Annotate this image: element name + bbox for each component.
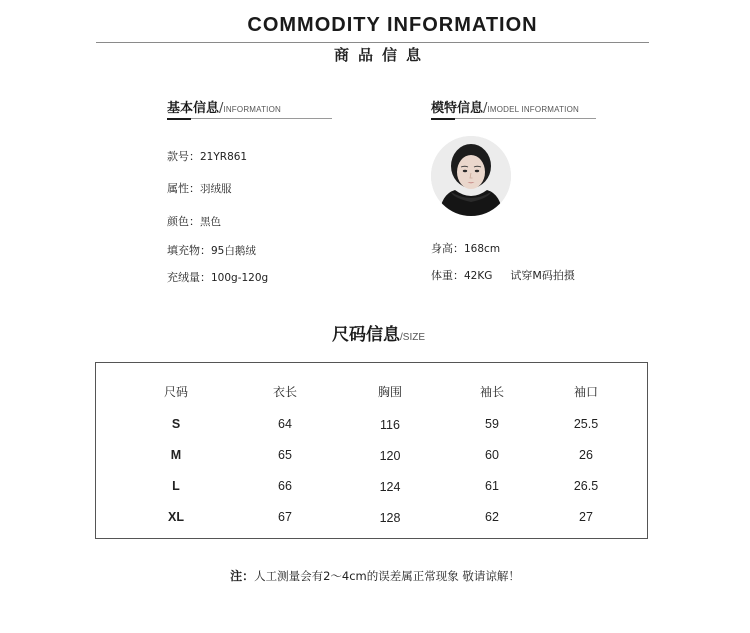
table-cell: 66 bbox=[278, 479, 292, 493]
size-info-title-en: /SIZE bbox=[400, 332, 426, 343]
table-cell: 26 bbox=[579, 448, 593, 462]
info-label: 填充物： bbox=[167, 244, 211, 257]
info-row-color bbox=[167, 213, 221, 229]
table-header-length: 衣长 bbox=[272, 385, 297, 399]
model-info-slash: / bbox=[483, 101, 488, 116]
model-weight-label: 体重： bbox=[431, 269, 464, 282]
table-cell: 124 bbox=[379, 480, 401, 494]
info-row-style-number bbox=[167, 148, 247, 164]
measurement-note bbox=[0, 567, 750, 584]
model-info-title-en: IMODEL INFORMATION bbox=[487, 105, 580, 114]
table-header-size: 尺码 bbox=[163, 385, 188, 399]
heading-accent bbox=[167, 118, 191, 120]
model-weight-value: 42KG bbox=[464, 270, 493, 282]
table-header-cuff: 袖口 bbox=[573, 385, 598, 399]
model-height-label: 身高： bbox=[431, 242, 464, 255]
table-cell-size: L bbox=[172, 479, 180, 493]
size-info-title: 尺码信息 bbox=[332, 325, 400, 345]
table-cell: 67 bbox=[278, 510, 292, 524]
model-info-heading bbox=[431, 97, 596, 119]
table-cell-size: M bbox=[170, 448, 182, 462]
info-row-filling bbox=[167, 242, 256, 258]
model-weight-row bbox=[431, 267, 575, 283]
info-value: 黑色 bbox=[200, 216, 221, 228]
table-cell: 25.5 bbox=[573, 417, 599, 431]
info-value: 95白鹅绒 bbox=[211, 245, 256, 257]
note-text: 人工测量会有2～4cm的误差属正常现象 敬请谅解！ bbox=[254, 569, 520, 583]
title-divider bbox=[96, 42, 649, 43]
table-header-chest: 胸围 bbox=[377, 385, 402, 399]
info-label: 颜色： bbox=[167, 215, 200, 228]
table-cell: 26.5 bbox=[573, 479, 599, 493]
table-cell: 116 bbox=[380, 418, 400, 432]
table-cell: 64 bbox=[278, 417, 292, 431]
model-photo bbox=[431, 136, 511, 216]
table-cell: 27 bbox=[579, 510, 593, 524]
page-subtitle: 商品信息 bbox=[333, 46, 430, 64]
info-row-fill-weight bbox=[167, 269, 268, 285]
model-height-value: 168cm bbox=[464, 243, 501, 255]
info-row-attribute bbox=[167, 180, 232, 196]
table-cell: 65 bbox=[278, 448, 292, 462]
model-info-title: 模特信息 bbox=[431, 101, 484, 116]
page-title: COMMODITY INFORMATION bbox=[247, 14, 538, 36]
size-info-heading bbox=[332, 320, 425, 345]
table-cell: 62 bbox=[485, 510, 499, 524]
model-height-row bbox=[431, 240, 500, 256]
info-value: 21YR861 bbox=[200, 151, 248, 163]
table-cell: 120 bbox=[379, 449, 401, 463]
info-label: 款号： bbox=[167, 150, 200, 163]
table-cell: 59 bbox=[485, 417, 499, 431]
info-value: 羽绒服 bbox=[200, 183, 232, 195]
note-prefix: 注： bbox=[230, 569, 255, 583]
model-portrait-icon bbox=[431, 136, 511, 216]
table-cell-size: XL bbox=[168, 510, 184, 524]
size-table bbox=[95, 362, 648, 539]
model-try-on-size: 试穿M码拍摄 bbox=[510, 269, 575, 282]
info-value: 100g-120g bbox=[211, 272, 269, 284]
table-cell: 60 bbox=[485, 448, 499, 462]
basic-info-title-en: INFORMATION bbox=[223, 105, 282, 114]
basic-info-heading bbox=[167, 97, 332, 119]
table-header-sleeve: 袖长 bbox=[479, 385, 504, 399]
table-cell: 128 bbox=[379, 511, 401, 525]
table-cell: 61 bbox=[485, 479, 499, 493]
info-label: 充绒量： bbox=[167, 271, 211, 284]
basic-info-title: 基本信息 bbox=[167, 101, 220, 116]
basic-info-slash: / bbox=[219, 101, 224, 116]
info-label: 属性： bbox=[167, 182, 200, 195]
table-cell-size: S bbox=[171, 417, 181, 431]
heading-accent bbox=[431, 118, 455, 120]
